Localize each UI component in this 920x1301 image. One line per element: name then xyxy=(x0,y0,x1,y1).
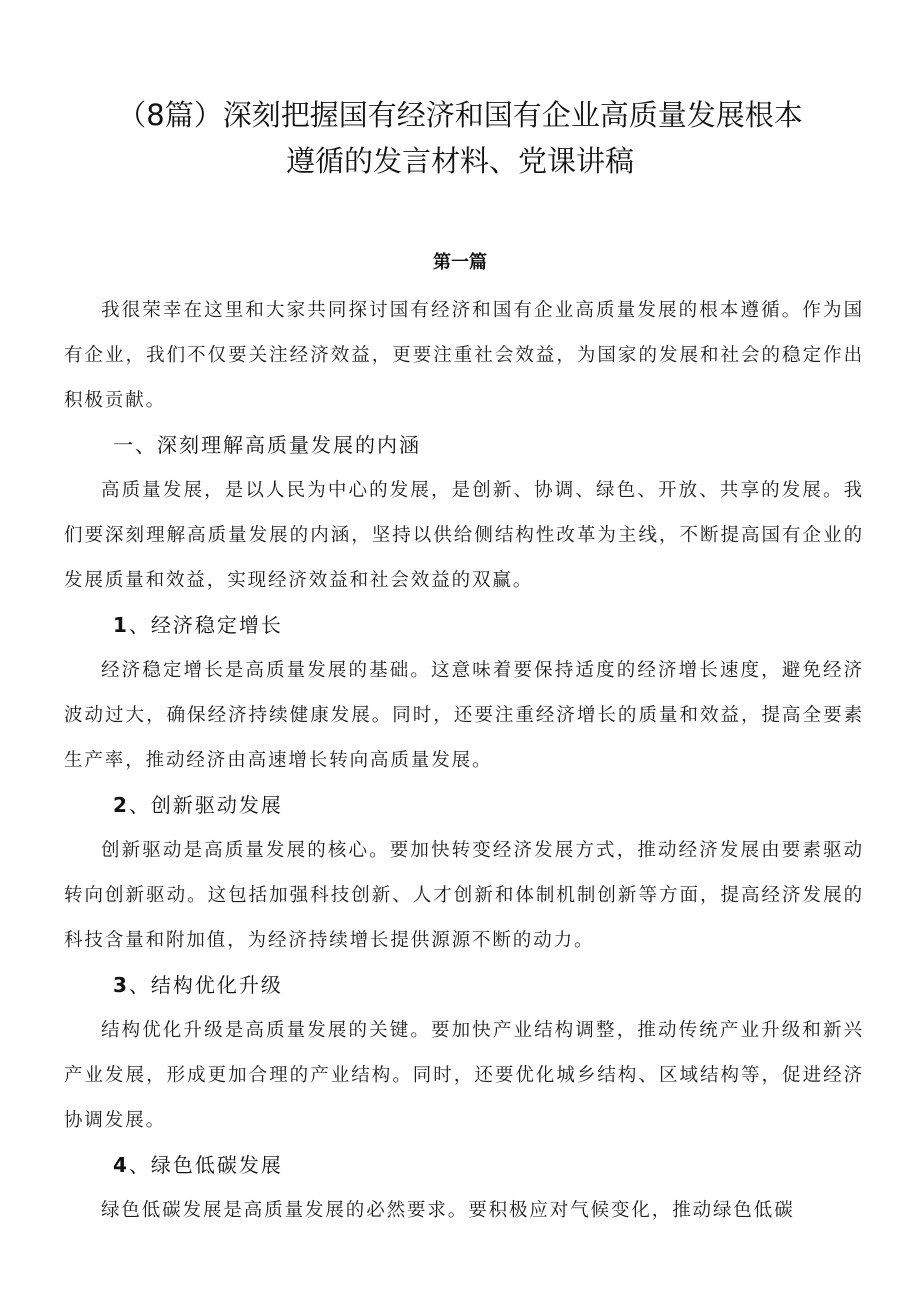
item-3-title: 、结构优化升级 xyxy=(128,973,283,997)
part-one-heading: 一、深刻理解高质量发展的内涵 xyxy=(113,433,421,457)
item-4-number: 4 xyxy=(113,1153,129,1177)
item-2-paragraph: 创新驱动是高质量发展的核心。要加快转变经济发展方式，推动经济发展由要素驱动转向创新驱动。这包括加强科技创新、人才创新和体制机制创新等方面，提高经济发展的科技含量和附加值，为经济持续增长提供源源不断的动力。 xyxy=(64,840,864,951)
document-title-line-1: （8篇）深刻把握国有经济和国有企业高质量发展根本 xyxy=(117,98,803,132)
intro-paragraph: 我很荣幸在这里和大家共同探讨国有经济和国有企业高质量发展的根本遵循。作为国有企业，我们不仅要关注经济效益，更要注重社会效益，为国家的发展和社会的稳定作出积极贡献。 xyxy=(64,300,864,411)
document-body xyxy=(64,288,864,1233)
item-3-paragraph: 结构优化升级是高质量发展的关键。要加快产业结构调整，推动传统产业升级和新兴产业发展，形成更加合理的产业结构。同时，还要优化城乡结构、区域结构等，促进经济协调发展。 xyxy=(64,1020,864,1131)
item-2-heading xyxy=(64,783,864,828)
item-4-heading xyxy=(64,1143,864,1188)
item-4-paragraph: 绿色低碳发展是高质量发展的必然要求。要积极应对气候变化，推动绿色低碳 xyxy=(101,1200,795,1221)
item-2-number: 2 xyxy=(113,793,129,817)
item-4-title: 、绿色低碳发展 xyxy=(128,1153,283,1177)
section-title: 第一篇 xyxy=(433,252,487,273)
item-1-paragraph: 经济稳定增长是高质量发展的基础。这意味着要保持适度的经济增长速度，避免经济波动过大，确保经济持续健康发展。同时，还要注重经济增长的质量和效益，提高全要素生产率，推动经济由高速增长转向高质量发展。 xyxy=(64,660,864,771)
item-1-number: 1 xyxy=(113,613,129,637)
document-title-line-2: 遵循的发言材料、党课讲稿 xyxy=(285,144,634,178)
item-3-number: 3 xyxy=(113,973,129,997)
item-2-title: 、创新驱动发展 xyxy=(128,793,283,817)
item-1-heading xyxy=(64,603,864,648)
item-3-heading xyxy=(64,963,864,1008)
part-one-paragraph: 高质量发展，是以人民为中心的发展，是创新、协调、绿色、开放、共享的发展。我们要深刻理解高质量发展的内涵，坚持以供给侧结构性改革为主线，不断提高国有企业的发展质量和效益，实现经济效益和社会效益的双赢。 xyxy=(64,480,864,591)
item-1-title: 、经济稳定增长 xyxy=(128,613,283,637)
